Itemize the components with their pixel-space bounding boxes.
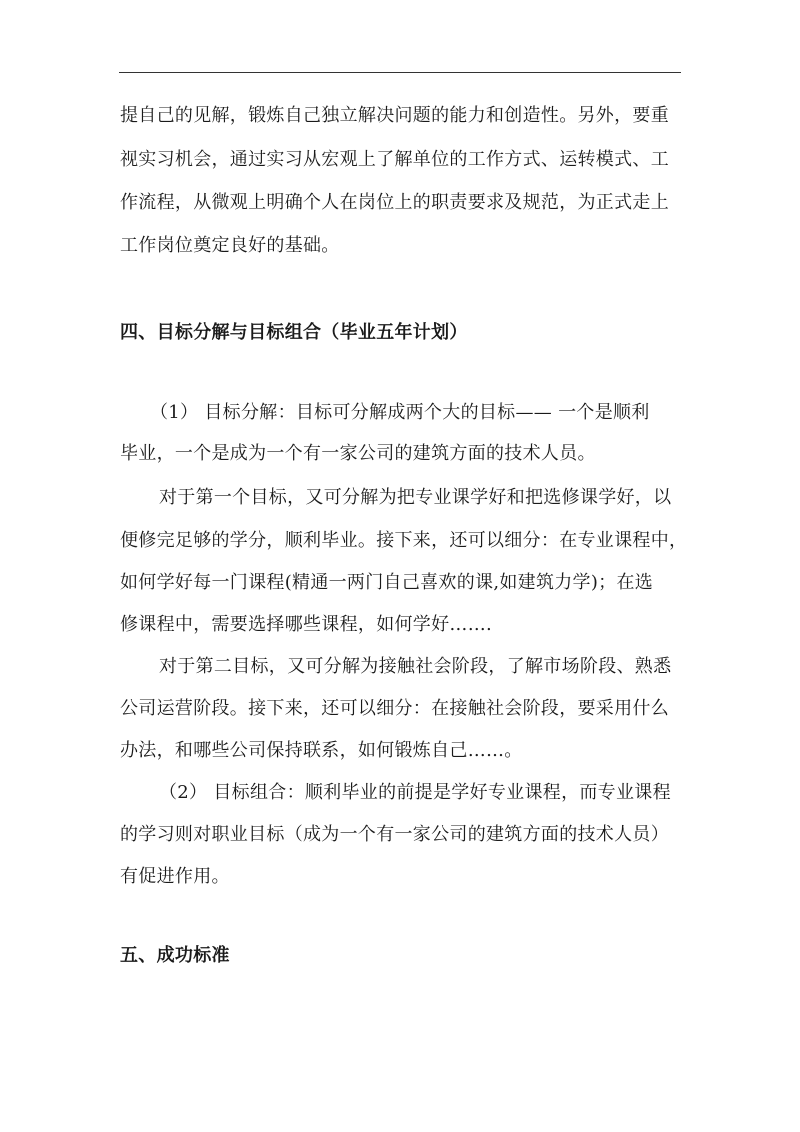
combination-line: 有促进作用。 — [120, 866, 230, 887]
paragraph-line: 视实习机会，通过实习从宏观上了解单位的工作方式、运转模式、工 — [120, 149, 669, 170]
goal-one-line: 对于第一个目标，又可分解为把专业课学好和把选修课学好，以 — [159, 487, 672, 508]
goal-one-line: 如何学好每一门课程(精通一两门自己喜欢的课,如建筑力学)；在选 — [120, 572, 654, 593]
paragraph-line: 提自己的见解，锻炼自己独立解决问题的能力和创造性。另外，要重 — [120, 105, 669, 126]
decomposition-line: （1） 目标分解：目标可分解成两个大的目标—— 一个是顺利 — [150, 402, 650, 423]
goal-one-line: 便修完足够的学分，顺利毕业。接下来，还可以细分：在专业课程中， — [120, 530, 688, 551]
goal-two-line: 公司运营阶段。接下来，还可以细分：在接触社会阶段，要采用什么 — [120, 698, 669, 719]
header-rule — [119, 72, 681, 73]
paragraph-line: 作流程，从微观上明确个人在岗位上的职责要求及规范，为正式走上 — [120, 192, 669, 213]
goal-two-line: 办法，和哪些公司保持联系，如何锻炼自己……。 — [120, 740, 523, 761]
paragraph-line: 工作岗位奠定良好的基础。 — [120, 235, 340, 256]
goal-one-line: 修课程中，需要选择哪些课程，如何学好……. — [120, 614, 493, 635]
section-four-heading: 四、目标分解与目标组合（毕业五年计划） — [120, 322, 468, 343]
combination-line: （2） 目标组合：顺利毕业的前提是学好专业课程，而专业课程 — [159, 782, 671, 803]
combination-line: 的学习则对职业目标（成为一个有一家公司的建筑方面的技术人员） — [120, 824, 669, 845]
decomposition-line: 毕业，一个是成为一个有一家公司的建筑方面的技术人员。 — [120, 443, 596, 464]
section-five-heading: 五、成功标准 — [120, 945, 230, 966]
goal-two-line: 对于第二目标，又可分解为接触社会阶段，了解市场阶段、熟悉 — [159, 656, 672, 677]
